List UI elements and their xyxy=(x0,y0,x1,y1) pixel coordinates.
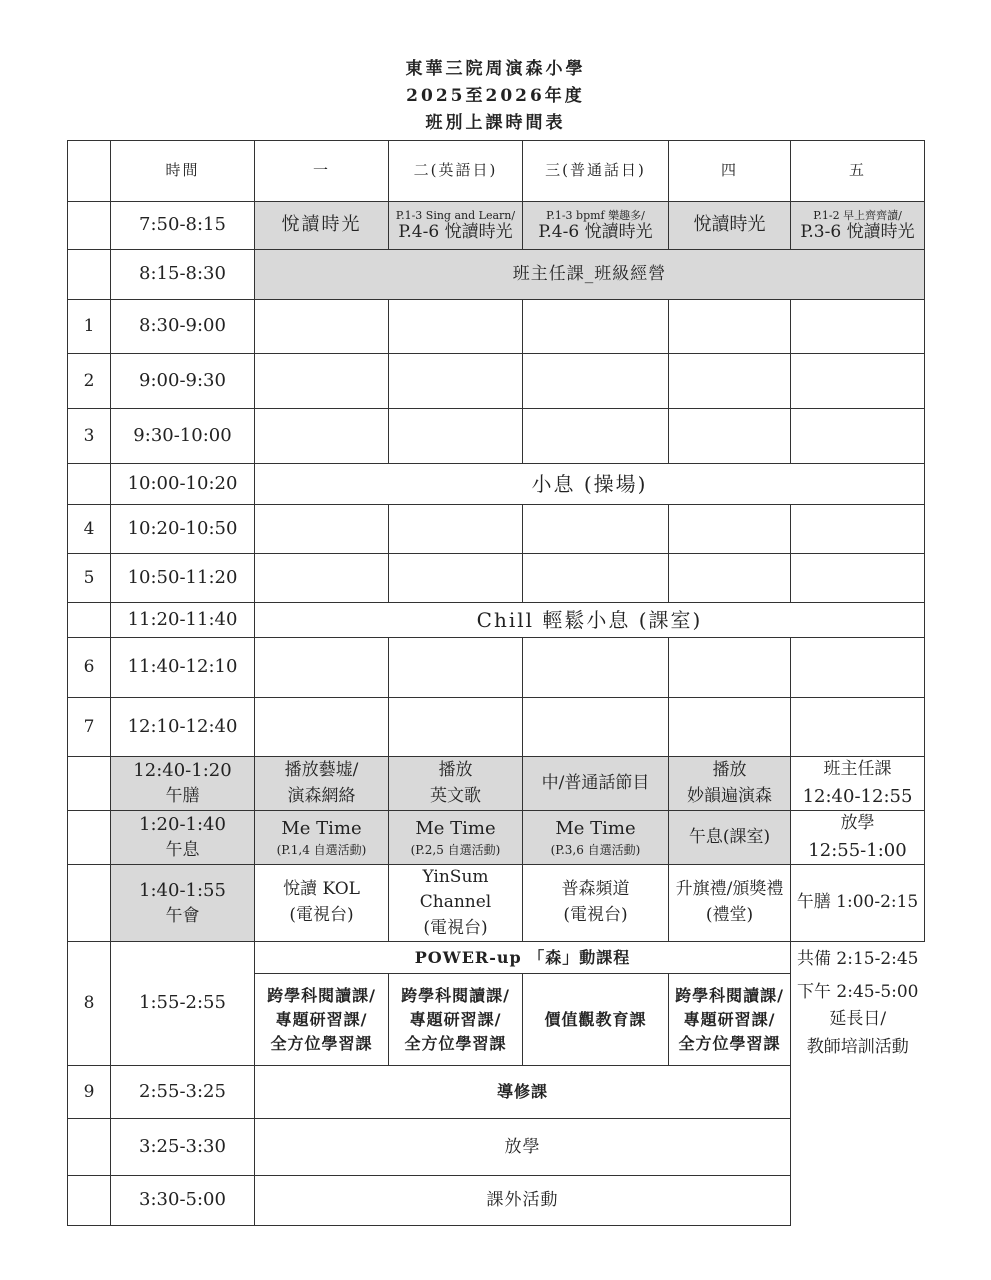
cell-line: 放學 xyxy=(840,813,875,833)
header-tue: 二(英語日) xyxy=(389,141,523,202)
row-dismissal xyxy=(68,1119,925,1176)
cell-mon xyxy=(255,974,389,1066)
row-period-2 xyxy=(68,354,925,409)
cell-wed: 中/普通話節目 xyxy=(523,757,669,811)
cell-line: 專題研習課/ xyxy=(683,1009,776,1029)
header-num-cell xyxy=(68,141,111,202)
cell-line: P.3-6 悅讀時光 xyxy=(800,221,915,242)
period-number: 1 xyxy=(68,300,111,354)
row-recess xyxy=(68,464,925,505)
row-period-4 xyxy=(68,505,925,554)
cell-line: Me Time xyxy=(555,817,636,839)
period-number: 7 xyxy=(68,698,111,757)
cell-line: (禮堂) xyxy=(705,904,754,925)
cell-mon xyxy=(255,864,389,942)
span-cell: 班主任課_班級經營 xyxy=(255,250,925,300)
cell-line: 延長日/ xyxy=(829,1009,887,1030)
cell-wed xyxy=(523,811,669,865)
time-cell: 3:30-5:00 xyxy=(111,1176,255,1226)
cell-line: (P.3,6 自選活動) xyxy=(550,842,641,857)
cell-line: 跨學科閱讀課/ xyxy=(675,985,784,1005)
time-cell: 10:20-10:50 xyxy=(111,505,255,554)
cell-line: 專題研習課/ xyxy=(409,1009,502,1029)
period-number: 5 xyxy=(68,554,111,603)
cell-line: 12:40-1:20 xyxy=(133,760,232,782)
period-number: 8 xyxy=(68,942,111,1066)
time-cell xyxy=(111,811,255,865)
cell-line: 英文歌 xyxy=(430,785,481,806)
header-fri: 五 xyxy=(791,141,925,202)
cell-line: 跨學科閱讀課/ xyxy=(267,985,376,1005)
cell-fri: 午膳 1:00-2:15 xyxy=(791,864,925,942)
time-cell: 8:30-9:00 xyxy=(111,300,255,354)
row-period-3 xyxy=(68,409,925,464)
cell-line: YinSum Channel xyxy=(419,866,492,912)
cell-line: 12:40-12:55 xyxy=(802,785,913,807)
cell-line: Me Time xyxy=(415,817,496,839)
time-cell: 10:50-11:20 xyxy=(111,554,255,603)
cell-line: (P.1,4 自選活動) xyxy=(276,842,367,857)
cell-tue xyxy=(389,974,523,1066)
time-cell: 3:25-3:30 xyxy=(111,1119,255,1176)
cell-line: 演森網絡 xyxy=(287,785,356,806)
cell-thu xyxy=(669,974,791,1066)
row-extracurricular xyxy=(68,1176,925,1226)
cell-line: 悅讀 KOL xyxy=(283,879,360,900)
span-cell: 導修課 xyxy=(255,1066,791,1119)
row-power-up xyxy=(68,942,925,974)
row-chill xyxy=(68,603,925,638)
cell-line: P.1-3 bpmf 樂趣多/ xyxy=(546,208,645,222)
cell-line: P.4-6 悅讀時光 xyxy=(398,221,513,242)
row-assembly xyxy=(68,864,925,942)
row-period-1 xyxy=(68,300,925,354)
time-cell: 11:40-12:10 xyxy=(111,638,255,698)
cell-wed xyxy=(523,202,669,250)
cell-tue xyxy=(389,202,523,250)
cell-line: Me Time xyxy=(281,817,362,839)
row-period-5 xyxy=(68,554,925,603)
title-block xyxy=(0,56,991,137)
cell-fri xyxy=(791,202,925,250)
cell-line: (電視台) xyxy=(423,917,488,938)
cell-line: 全方位學習課 xyxy=(270,1033,373,1053)
cell-line: 午息 xyxy=(165,840,200,860)
span-cell: Chill 輕鬆小息 (課室) xyxy=(255,603,925,638)
row-reading xyxy=(68,202,925,250)
time-cell: 9:00-9:30 xyxy=(111,354,255,409)
cell-line: P.4-6 悅讀時光 xyxy=(538,221,653,242)
cell-mon xyxy=(255,757,389,811)
timetable-title: 班別上課時間表 xyxy=(425,113,566,133)
cell-tue xyxy=(389,864,523,942)
time-cell: 2:55-3:25 xyxy=(111,1066,255,1119)
header-row xyxy=(68,141,925,202)
cell-mon xyxy=(255,811,389,865)
cell-fri xyxy=(791,811,925,865)
row-class-teacher xyxy=(68,250,925,300)
time-cell xyxy=(111,757,255,811)
cell-line: 升旗禮/頒獎禮 xyxy=(675,879,784,900)
header-time: 時間 xyxy=(111,141,255,202)
header-wed: 三(普通話日) xyxy=(523,141,669,202)
cell-line: 專題研習課/ xyxy=(275,1009,368,1029)
friday-afternoon-note xyxy=(791,942,925,1066)
cell-line: 教師培訓活動 xyxy=(806,1036,909,1057)
cell-line: 班主任課 xyxy=(823,759,892,780)
period-number: 6 xyxy=(68,638,111,698)
cell-line: 播放 xyxy=(438,760,473,780)
school-year: 2025至2026年度 xyxy=(406,86,585,106)
time-cell: 7:50-8:15 xyxy=(111,202,255,250)
cell-line: 下午 2:45-5:00 xyxy=(797,982,919,1003)
time-cell: 1:55-2:55 xyxy=(111,942,255,1066)
cell-line: 妙韻遍演森 xyxy=(687,785,772,806)
period-number: 9 xyxy=(68,1066,111,1119)
cell-wed: 價值觀教育課 xyxy=(523,974,669,1066)
time-cell: 11:20-11:40 xyxy=(111,603,255,638)
row-period-9 xyxy=(68,1066,925,1119)
cell-line: 普森頻道 xyxy=(561,879,630,900)
cell-line: 1:40-1:55 xyxy=(139,879,226,901)
cell-line: 午膳 xyxy=(165,786,200,807)
time-cell: 10:00-10:20 xyxy=(111,464,255,505)
cell-line: P.1-3 Sing and Learn/ xyxy=(395,208,516,222)
cell-line: (電視台) xyxy=(563,904,628,925)
cell-line: 午會 xyxy=(165,905,200,926)
span-cell: 放學 xyxy=(255,1119,791,1176)
row-lunch xyxy=(68,757,925,811)
period-number: 3 xyxy=(68,409,111,464)
cell-tue xyxy=(389,811,523,865)
span-cell: 課外活動 xyxy=(255,1176,791,1226)
time-cell xyxy=(111,864,255,942)
power-up-banner: POWER-up 「森」動課程 xyxy=(255,942,791,974)
cell-wed xyxy=(523,864,669,942)
cell-thu xyxy=(669,757,791,811)
cell-line: 1:20-1:40 xyxy=(139,814,226,835)
cell-line: 12:55-1:00 xyxy=(808,839,907,861)
cell-tue xyxy=(389,757,523,811)
time-cell: 9:30-10:00 xyxy=(111,409,255,464)
cell-line: 全方位學習課 xyxy=(404,1033,507,1053)
row-period-6 xyxy=(68,638,925,698)
cell-line: 播放 xyxy=(712,760,747,780)
header-thu: 四 xyxy=(669,141,791,202)
period-number: 2 xyxy=(68,354,111,409)
span-cell: 小息 (操場) xyxy=(255,464,925,505)
timetable xyxy=(67,140,925,1226)
header-mon: 一 xyxy=(255,141,389,202)
cell-line: 共備 2:15-2:45 xyxy=(797,949,919,969)
school-name: 東華三院周演森小學 xyxy=(405,59,586,79)
row-period-7 xyxy=(68,698,925,757)
cell-line: 播放藝墟/ xyxy=(284,760,359,780)
cell-thu: 悅讀時光 xyxy=(669,202,791,250)
cell-line: (P.2,5 自選活動) xyxy=(410,842,501,857)
cell-line: 全方位學習課 xyxy=(678,1033,781,1053)
cell-mon: 悅讀時光 xyxy=(255,202,389,250)
cell-line: P.1-2 早上齊齊讀/ xyxy=(813,208,902,222)
cell-line: 跨學科閱讀課/ xyxy=(401,985,510,1005)
time-cell: 8:15-8:30 xyxy=(111,250,255,300)
period-number: 4 xyxy=(68,505,111,554)
cell-line: (電視台) xyxy=(289,904,354,925)
time-cell: 12:10-12:40 xyxy=(111,698,255,757)
row-rest xyxy=(68,811,925,865)
cell-thu xyxy=(669,864,791,942)
cell-fri xyxy=(791,757,925,811)
cell-thu: 午息(課室) xyxy=(669,811,791,865)
